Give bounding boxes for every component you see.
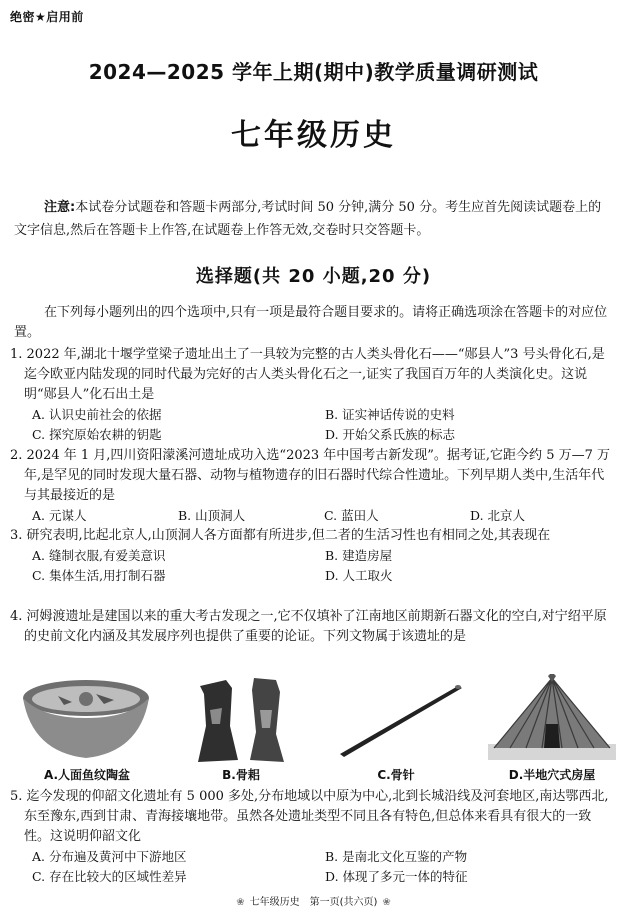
section-title: 选择题(共 20 小题,20 分) xyxy=(195,266,432,287)
question-2 xyxy=(10,446,615,526)
question-5-option-a: A. 分布遍及黄河中下游地区 xyxy=(32,849,187,864)
notice-paragraph xyxy=(14,196,614,242)
question-2-option-b: B. 山顶洞人 xyxy=(178,508,246,523)
question-5-option-c: C. 存在比较大的区域性差异 xyxy=(32,868,187,884)
notice-text: 本试卷分试题卷和答题卡两部分,考试时间 50 分钟,满分 50 分。考生应首先阅读试题卷上的文字信息,然后在答题卡上作答,在试题卷上作答无效,交卷时只交答题卡。 xyxy=(14,200,602,238)
question-4-option-d-label: D.半地穴式房屋 xyxy=(508,768,596,782)
question-2-option-a: A. 元谋人 xyxy=(32,508,87,523)
question-4-option-a-label: A.人面鱼纹陶盆 xyxy=(43,768,131,782)
footer-flower-icon: ❀ xyxy=(236,897,245,908)
section-instructions: 在下列每小题列出的四个选项中,只有一项是最符合题目要求的。请将正确选项涂在答题卡的对应位置。 xyxy=(14,305,608,340)
question-1-option-a: A. 认识史前社会的依据 xyxy=(32,407,162,422)
question-3-stem: 3. 研究表明,比起北京人,山顶洞人各方面都有所进步,但二者的生活习性也有相同之处,其表现在 xyxy=(10,528,551,543)
page-footer xyxy=(0,893,627,908)
question-4-option-c xyxy=(326,674,466,786)
question-3 xyxy=(10,526,615,585)
question-2-stem: 2. 2024 年 1 月,四川资阳濛溪河遗址成功入选“2023 年中国考古新发现”。据考证,它距今约 5 万—7 万年,是罕见的同时发现大量石器、动物与植物遗存的旧石器时代综合性遗址。下列早期人类中,生活年代与其最接近的是 xyxy=(10,448,610,503)
question-2-option-c: C. 蓝田人 xyxy=(324,508,379,523)
footer-flower-icon: ❀ xyxy=(382,897,391,908)
question-3-option-b: B. 建造房屋 xyxy=(325,548,393,563)
pottery-basin-image xyxy=(18,674,156,766)
question-4-option-c-label: C.骨针 xyxy=(377,768,415,782)
notice-label: 注意: xyxy=(44,200,76,215)
subject-title: 七年级历史 xyxy=(231,118,396,153)
question-5-option-b: B. 是南北文化互鉴的产物 xyxy=(325,849,468,864)
hut-image xyxy=(488,674,616,766)
bone-needle-image xyxy=(326,674,466,766)
question-4 xyxy=(10,607,615,647)
question-3-option-a: A. 缝制衣服,有爱美意识 xyxy=(32,548,166,563)
question-4-option-d xyxy=(488,674,616,786)
confidential-mark: 绝密★启用前 xyxy=(10,10,84,24)
question-5-option-d: D. 体现了多元一体的特征 xyxy=(325,868,468,884)
question-3-option-c: C. 集体生活,用打制石器 xyxy=(32,567,166,583)
question-1 xyxy=(10,345,615,444)
exam-title: 2024—2025 学年上期(期中)教学质量调研测试 xyxy=(88,60,539,84)
question-5-stem: 5. 迄今发现的仰韶文化遗址有 5 000 多处,分布地域以中原为中心,北到长城沿线及河套地区,南达鄂西北,东至豫东,西到甘肃、青海接壤地带。虽然各处遗址类型不同且各有特色,但总体来看具有很大的一致性。这说明仰韶文化 xyxy=(10,789,609,844)
question-1-option-d: D. 开始父系氏族的标志 xyxy=(325,426,456,442)
question-4-image-options xyxy=(18,674,616,786)
question-1-stem: 1. 2022 年,湖北十堰学堂梁子遗址出土了一具较为完整的古人类头骨化石——“郧县人”3 号头骨化石,是迄今欧亚内陆发现的同时代最为完好的古人类头骨化石之一,证实了我国百万年的人类演化史。这说明“郧县人”化石出土是 xyxy=(10,347,605,402)
question-5 xyxy=(10,787,615,886)
question-4-stem: 4. 河姆渡遗址是建国以来的重大考古发现之一,它不仅填补了江南地区前期新石器文化的空白,对宁绍平原的史前文化内涵及其发展序列也提供了重要的论证。下列文物属于该遗址的是 xyxy=(10,609,607,644)
question-4-option-a xyxy=(18,674,156,786)
question-1-option-b: B. 证实神话传说的史料 xyxy=(325,407,455,422)
question-4-option-b-label: B.骨耜 xyxy=(222,768,260,782)
footer-text: 七年级历史 第一页(共六页) xyxy=(249,897,378,908)
question-3-option-d: D. 人工取火 xyxy=(325,567,393,583)
question-1-option-c: C. 探究原始农耕的钥匙 xyxy=(32,426,162,442)
question-2-option-d: D. 北京人 xyxy=(470,508,526,523)
question-4-option-b xyxy=(186,674,296,786)
bone-spade-image xyxy=(186,674,296,766)
